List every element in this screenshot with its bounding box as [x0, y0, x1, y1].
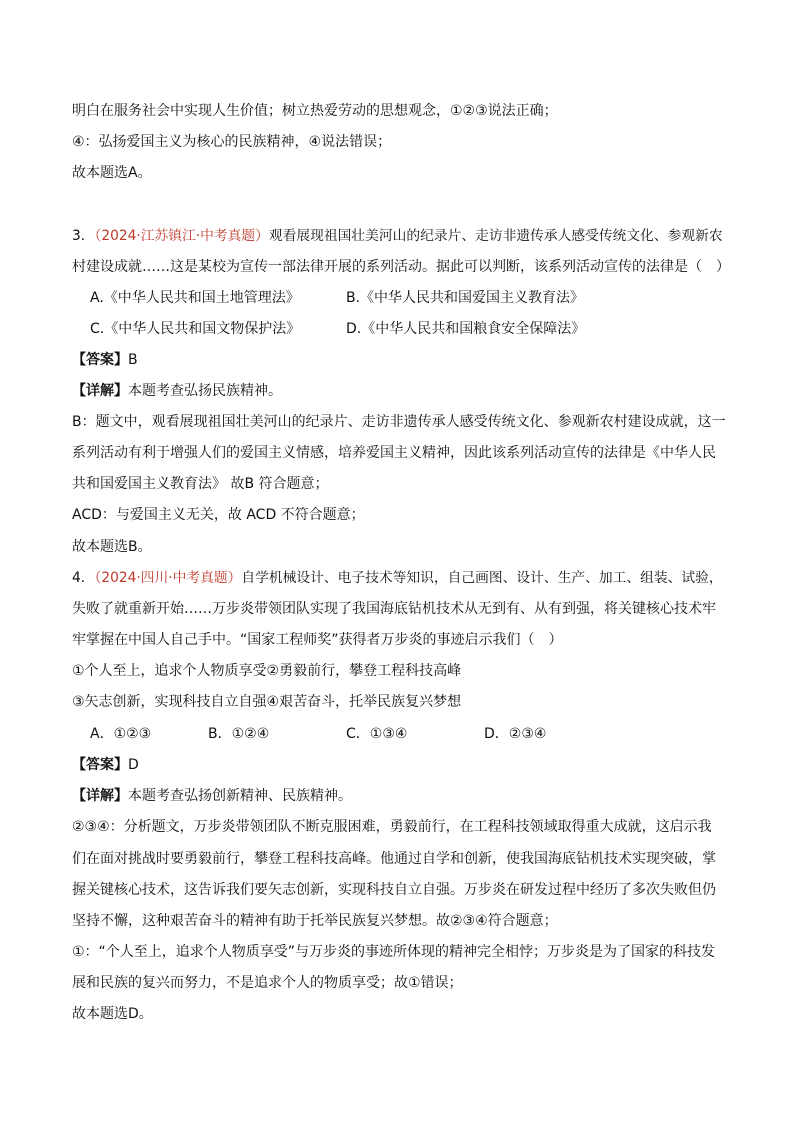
question-4-stem-cont: 失败了就重新开始……万步炎带领团队实现了我国海底钻机技术从无到有、从有到强，将关键核心技术牢	[72, 601, 716, 617]
explanation-line: 展和民族的复兴而努力，不是追求个人的物质享受；故①错误；	[72, 975, 463, 991]
explanation-line: ACD：与爱国主义无关，故 ACD 不符合题意；	[72, 507, 365, 523]
explanation-line: 坚持不懈，这种艰苦奋斗的精神有助于托举民族复兴梦想。故②③④符合题意；	[72, 913, 558, 929]
answer-line	[72, 755, 139, 775]
explanation-line: B：题文中，观看展现祖国壮美河山的纪录片、走访非遗传承人感受传统文化、参观新农村建设成就，这一	[72, 414, 726, 430]
detail-label: 【详解】	[72, 383, 128, 399]
question-3-stem-cont: 村建设成就……这是某校为宣传一部法律开展的系列活动。据此可以判断，该系列活动宣传的法律是（ ）	[72, 259, 730, 275]
explanation-line: 共和国爱国主义教育法》 故B 符合题意；	[72, 476, 329, 492]
statement-line: ③矢志创新，实现科技自立自强④艰苦奋斗，托举民族复兴梦想	[72, 694, 462, 710]
statement-line: ①个人至上，追求个人物质享受②勇毅前行，攀登工程科技高峰	[72, 663, 462, 679]
option-a: A.《中华人民共和国土地管理法》	[90, 290, 300, 306]
question-number: 3．	[72, 228, 95, 244]
text-line: 明白在服务社会中实现人生价值；树立热爱劳动的思想观念，①②③说法正确；	[72, 103, 558, 119]
stem-text: 自学机械设计、电子技术等知识，自己画图、设计、生产、加工、组装、试验，	[241, 570, 723, 586]
option-c: C.《中华人民共和国文物保护法》	[90, 321, 301, 337]
stem-text: 观看展现祖国壮美河山的纪录片、走访非遗传承人感受传统文化、参观新农	[268, 228, 723, 244]
option-c: C．①③④	[346, 726, 408, 742]
explanation-line: ②③④：分析题文，万步炎带领团队不断克服困难，勇毅前行，在工程科技领域取得重大成就，这启示我	[72, 819, 712, 835]
option-d: D.《中华人民共和国粮食安全保障法》	[346, 321, 586, 337]
option-a: A．①②③	[90, 726, 152, 742]
detail-line	[72, 381, 282, 401]
detail-label: 【详解】	[72, 788, 128, 804]
question-number: 4．	[72, 570, 95, 586]
question-source: （2024·江苏镇江·中考真题）	[94, 228, 269, 244]
explanation-line: 系列活动有利于增强人们的爱国主义情感，培养爱国主义精神，因此该系列活动宣传的法律是《中华人民	[72, 445, 716, 461]
option-b: B．①②④	[208, 726, 270, 742]
answer-value: D	[128, 757, 139, 773]
option-d: D．②③④	[484, 726, 547, 742]
conclusion-line: 故本题选D。	[72, 1006, 153, 1022]
answer-value: B	[128, 352, 138, 368]
text-line: ④：弘扬爱国主义为核心的民族精神，④说法错误；	[72, 134, 392, 150]
conclusion-line: 故本题选A。	[72, 165, 152, 181]
explanation-line: ①：“个人至上，追求个人物质享受”与万步炎的事迹所体现的精神完全相悖；万步炎是为了国家的科技发	[72, 944, 716, 960]
question-4-stem-cont: 牢掌握在中国人自己手中。“国家工程师奖”获得者万步炎的事迹启示我们（ ）	[72, 632, 563, 648]
answer-label: 【答案】	[72, 352, 128, 368]
detail-text: 本题考查弘扬创新精神、民族精神。	[128, 788, 352, 804]
option-b: B.《中华人民共和国爱国主义教育法》	[346, 290, 585, 306]
question-source: （2024·四川·中考真题）	[94, 570, 242, 586]
detail-line	[72, 786, 352, 806]
question-3-stem	[72, 226, 723, 246]
explanation-line: 握关键核心技术，这告诉我们要矢志创新，实现科技自立自强。万步炎在研发过程中经历了多次失败但仍	[72, 882, 716, 898]
detail-text: 本题考查弘扬民族精神。	[128, 383, 282, 399]
question-4-stem	[72, 568, 723, 588]
answer-line	[72, 350, 138, 370]
conclusion-line: 故本题选B。	[72, 539, 152, 555]
explanation-line: 们在面对挑战时要勇毅前行，攀登工程科技高峰。他通过自学和创新，使我国海底钻机技术实现突破，掌	[72, 851, 716, 867]
answer-label: 【答案】	[72, 757, 128, 773]
